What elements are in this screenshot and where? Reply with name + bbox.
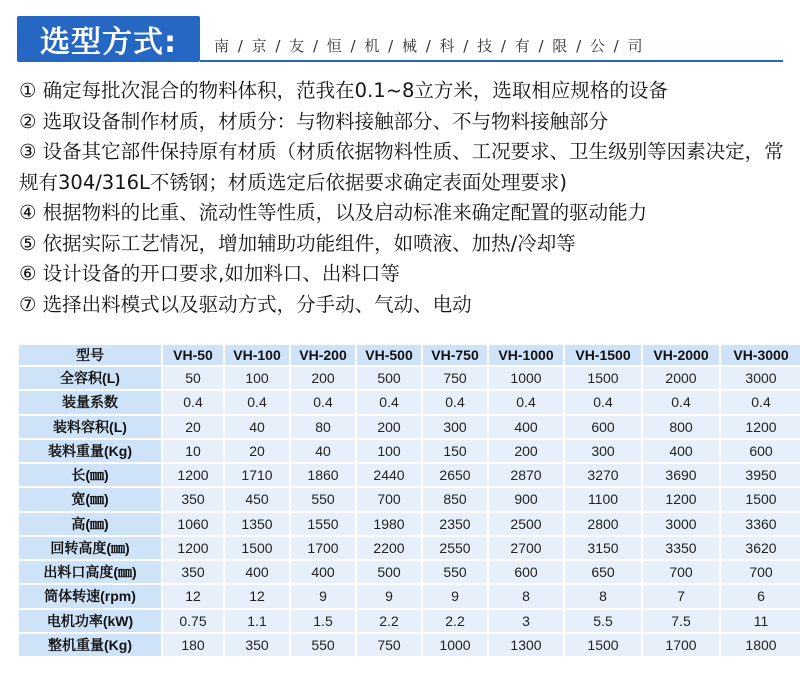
- spec-table: [17, 343, 800, 658]
- table-cell: 180: [163, 634, 223, 656]
- table-cell: 550: [423, 561, 487, 583]
- table-cell: 600: [565, 416, 641, 438]
- row-label: 全容积(L): [19, 367, 161, 389]
- table-cell: 500: [357, 561, 421, 583]
- table-cell: 1710: [225, 464, 289, 486]
- table-cell: 100: [357, 440, 421, 462]
- step-item: ② 选取设备制作材质，材质分：与物料接触部分、不与物料接触部分: [19, 109, 609, 133]
- header-divider: [200, 60, 783, 62]
- table-row: [19, 585, 800, 607]
- row-label: 装料容积(L): [19, 416, 161, 438]
- row-label: 筒体转速(rpm): [19, 585, 161, 607]
- table-cell: 1860: [291, 464, 355, 486]
- table-cell: 1800: [721, 634, 800, 656]
- table-row: [19, 391, 800, 413]
- table-cell: 1200: [643, 488, 719, 510]
- table-cell: 3000: [643, 513, 719, 535]
- table-cell: 10: [163, 440, 223, 462]
- table-cell: 50: [163, 367, 223, 389]
- table-row: [19, 440, 800, 462]
- table-cell: 200: [291, 367, 355, 389]
- table-cell: 1.5: [291, 610, 355, 632]
- table-row: [19, 464, 800, 486]
- table-cell: 20: [163, 416, 223, 438]
- table-cell: 1500: [565, 367, 641, 389]
- selection-steps-list: [19, 76, 789, 320]
- table-cell: 750: [423, 367, 487, 389]
- table-cell: 1100: [565, 488, 641, 510]
- table-cell: 40: [291, 440, 355, 462]
- table-cell: 450: [225, 488, 289, 510]
- table-cell: 2650: [423, 464, 487, 486]
- table-cell: 3360: [721, 513, 800, 535]
- table-cell: 9: [423, 585, 487, 607]
- table-cell: 700: [721, 561, 800, 583]
- table-cell: 350: [163, 488, 223, 510]
- table-cell: 3270: [565, 464, 641, 486]
- table-cell: 1500: [225, 537, 289, 559]
- table-cell: 400: [291, 561, 355, 583]
- table-row: [19, 513, 800, 535]
- column-header: VH-1500: [565, 345, 641, 365]
- table-cell: 0.4: [565, 391, 641, 413]
- table-cell: 100: [225, 367, 289, 389]
- row-label: 回转高度(㎜): [19, 537, 161, 559]
- table-cell: 3: [489, 610, 563, 632]
- table-cell: 350: [163, 561, 223, 583]
- row-label: 高(㎜): [19, 513, 161, 535]
- column-header: VH-1000: [489, 345, 563, 365]
- step-item: ⑤ 依据实际工艺情况，增加辅助功能组件，如喷液、加热/冷却等: [19, 231, 576, 255]
- table-row: [19, 488, 800, 510]
- step-item: ④ 根据物料的比重、流动性等性质，以及启动标准来确定配置的驱动能力: [19, 201, 648, 224]
- table-cell: 2800: [565, 513, 641, 535]
- table-cell: 600: [721, 440, 800, 462]
- table-row: [19, 610, 800, 632]
- column-header: VH-50: [163, 345, 223, 365]
- column-header: VH-100: [225, 345, 289, 365]
- step-item: ⑥ 设计设备的开口要求,如加料口、出料口等: [19, 262, 400, 285]
- table-cell: 0.4: [357, 391, 421, 413]
- table-cell: 1000: [423, 634, 487, 656]
- table-cell: 0.4: [643, 391, 719, 413]
- table-header-row: [19, 345, 800, 365]
- table-cell: 700: [643, 561, 719, 583]
- table-cell: 40: [225, 416, 289, 438]
- section-title: 选型方式:: [40, 25, 177, 60]
- table-cell: 1500: [721, 488, 800, 510]
- table-cell: 400: [489, 416, 563, 438]
- table-cell: 550: [291, 488, 355, 510]
- row-label: 装量系数: [19, 391, 161, 413]
- table-cell: 750: [357, 634, 421, 656]
- table-cell: 1.1: [225, 610, 289, 632]
- table-row: [19, 561, 800, 583]
- table-cell: 7.5: [643, 610, 719, 632]
- table-cell: 2550: [423, 537, 487, 559]
- table-cell: 800: [643, 416, 719, 438]
- table-cell: 1980: [357, 513, 421, 535]
- table-cell: 2200: [357, 537, 421, 559]
- table-cell: 8: [565, 585, 641, 607]
- table-cell: 20: [225, 440, 289, 462]
- table-cell: 850: [423, 488, 487, 510]
- table-body: [19, 367, 800, 656]
- table-row: [19, 416, 800, 438]
- table-cell: 400: [225, 561, 289, 583]
- table-cell: 350: [225, 634, 289, 656]
- table-cell: 150: [423, 440, 487, 462]
- table-cell: 0.4: [721, 391, 800, 413]
- row-label: 出料口高度(㎜): [19, 561, 161, 583]
- column-header: VH-2000: [643, 345, 719, 365]
- table-cell: 0.4: [423, 391, 487, 413]
- step-item: ⑦ 选择出料模式以及驱动方式，分手动、气动、电动: [19, 292, 472, 316]
- row-label: 宽(㎜): [19, 488, 161, 510]
- row-label: 装料重量(Kg): [19, 440, 161, 462]
- table-cell: 500: [357, 367, 421, 389]
- table-cell: 0.4: [163, 391, 223, 413]
- table-cell: 400: [643, 440, 719, 462]
- column-header: VH-750: [423, 345, 487, 365]
- table-cell: 1200: [721, 416, 800, 438]
- table-cell: 2700: [489, 537, 563, 559]
- table-cell: 1500: [565, 634, 641, 656]
- table-row: [19, 537, 800, 559]
- column-header-model: 型号: [19, 345, 161, 365]
- table-cell: 550: [291, 634, 355, 656]
- table-cell: 0.4: [489, 391, 563, 413]
- table-cell: 0.4: [291, 391, 355, 413]
- table-cell: 650: [565, 561, 641, 583]
- step-item: ③ 设备其它部件保持原有材质（材质依据物料性质、工况要求、卫生级别等因素决定，常规有304/316L不锈钢；材质选定后依据要求确定表面处理要求): [19, 140, 784, 194]
- table-cell: 3000: [721, 367, 800, 389]
- table-cell: 200: [489, 440, 563, 462]
- column-header: VH-200: [291, 345, 355, 365]
- table-cell: 1550: [291, 513, 355, 535]
- table-cell: 300: [565, 440, 641, 462]
- table-cell: 2.2: [423, 610, 487, 632]
- table-cell: 9: [357, 585, 421, 607]
- table-cell: 1700: [643, 634, 719, 656]
- row-label: 整机重量(Kg): [19, 634, 161, 656]
- table-cell: 1000: [489, 367, 563, 389]
- column-header: VH-3000: [721, 345, 800, 365]
- row-label: 电机功率(kW): [19, 610, 161, 632]
- table-cell: 3150: [565, 537, 641, 559]
- table-cell: 0.75: [163, 610, 223, 632]
- table-cell: 1700: [291, 537, 355, 559]
- table-cell: 1200: [163, 464, 223, 486]
- company-name: 南 / 京 / 友 / 恒 / 机 / 械 / 科 / 技 / 有 / 限 / 公 / 司: [214, 37, 645, 55]
- table-cell: 3950: [721, 464, 800, 486]
- table-cell: 0.4: [225, 391, 289, 413]
- table-cell: 200: [357, 416, 421, 438]
- table-cell: 2440: [357, 464, 421, 486]
- table-cell: 8: [489, 585, 563, 607]
- table-cell: 2350: [423, 513, 487, 535]
- table-cell: 2500: [489, 513, 563, 535]
- table-cell: 1350: [225, 513, 289, 535]
- table-cell: 9: [291, 585, 355, 607]
- section-title-banner: [17, 16, 200, 62]
- column-header: VH-500: [357, 345, 421, 365]
- table-cell: 12: [163, 585, 223, 607]
- table-cell: 700: [357, 488, 421, 510]
- step-item: ① 确定每批次混合的物料体积，范我在0.1~8立方米，选取相应规格的设备: [19, 79, 668, 102]
- table-cell: 11: [721, 610, 800, 632]
- row-label: 长(㎜): [19, 464, 161, 486]
- table-row: [19, 367, 800, 389]
- table-cell: 80: [291, 416, 355, 438]
- table-cell: 2000: [643, 367, 719, 389]
- table-cell: 2.2: [357, 610, 421, 632]
- table-row: [19, 634, 800, 656]
- table-cell: 600: [489, 561, 563, 583]
- table-cell: 3350: [643, 537, 719, 559]
- table-cell: 300: [423, 416, 487, 438]
- table-cell: 3690: [643, 464, 719, 486]
- table-cell: 3620: [721, 537, 800, 559]
- table-cell: 6: [721, 585, 800, 607]
- table-cell: 1200: [163, 537, 223, 559]
- table-cell: 1300: [489, 634, 563, 656]
- table-cell: 7: [643, 585, 719, 607]
- table-cell: 900: [489, 488, 563, 510]
- table-cell: 1060: [163, 513, 223, 535]
- table-cell: 12: [225, 585, 289, 607]
- table-cell: 5.5: [565, 610, 641, 632]
- table-cell: 2870: [489, 464, 563, 486]
